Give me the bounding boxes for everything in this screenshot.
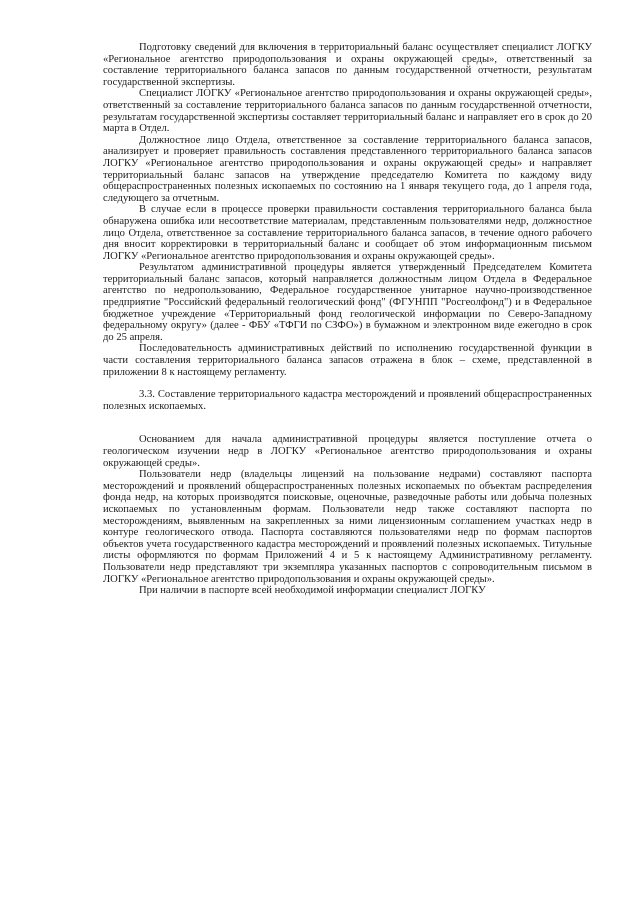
paragraph-procedure-basis: Основанием для начала административной процедуры является поступление отчета о геологическом изучении недр в ЛОГКУ «Региональное агентство природопользования и охраны окружающей среды». (103, 434, 592, 469)
paragraph-specialist-submission: Специалист ЛОГКУ «Региональное агентство природопользования и охраны окружающей среды», ответственный за составление территориального баланса запасов по данным государственной отчетности, результатам государственной экспертизы составляет территориальный баланс и направляет его в срок до 20 марта в Отдел. (103, 88, 592, 135)
document-page (103, 42, 592, 597)
paragraph-procedure-result: Результатом административной процедуры является утвержденный Председателем Комитета территориальный баланс запасов, который направляется должностным лицом Отдела в Федеральное агентство по недропользованию, Федеральное государственное унитарное научно-производственное предприятие "Российский федеральный геологический фонд" (ФГУНПП "Росгеолфонд") и в Федеральное бюджетное учреждение «Территориальный фонд геологической информации по Северо-Западному федеральному округу» (далее - ФБУ «ТФГИ по СЗФО») в бумажном и электронном виде ежегодно в срок до 25 апреля. (103, 262, 592, 343)
paragraph-balance-preparation: Подготовку сведений для включения в территориальный баланс осуществляет специалист ЛОГКУ «Региональное агентство природопользования и охраны окружающей среды», ответственный за составление территориального баланса запасов по данным государственной отчетности, результатам государственной экспертизы. (103, 42, 592, 88)
spacer (103, 412, 592, 434)
paragraph-error-correction: В случае если в процессе проверки правильности составления территориального баланса была обнаружена ошибка или несоответствие материалам, представленным пользователями недр, должностное лицо Отдела, ответственное за составление территориального баланса запасов, в течение одного рабочего дня вносит корректировки в территориальный баланс и сообщает об этом информационным письмом ЛОГКУ «Региональное агентство природопользования и охраны окружающей среды». (103, 204, 592, 262)
paragraph-subsoil-users-passports: Пользователи недр (владельцы лицензий на пользование недрами) составляют паспорта месторождений и проявлений общераспространенных полезных ископаемых по объектам распределения фонда недр, на которых производятся поисковые, оценочные, разведочные работы или добыча полезных ископаемых по установленным формам. Пользователи недр также составляют паспорта по месторождениям, выявленным на закрепленных за ними лицензионным соглашением участках недр в контуре геологического отвода. Паспорта составляются пользователями недр по формам паспортов объектов учета государственного кадастра месторождений и проявлений полезных ископаемых. Титульные листы оформляются по формам Приложений 4 и 5 к настоящему Административному регламенту. Пользователи недр представляют три экземпляра указанных паспортов с сопроводительным письмом в ЛОГКУ «Региональное агентство природопользования и охраны окружающей среды». (103, 469, 592, 585)
paragraph-passport-information: При наличии в паспорте всей необходимой информации специалист ЛОГКУ (139, 585, 486, 597)
section-heading-3-3: 3.3. Составление территориального кадастра месторождений и проявлений общераспространенных полезных ископаемых. (103, 389, 592, 412)
paragraph-official-review: Должностное лицо Отдела, ответственное за составление территориального баланса запасов, анализирует и проверяет правильность составления представленного территориального баланса запасов ЛОГКУ «Региональное агентство природопользования и охраны окружающей среды» и направляет территориальный баланс запасов на утверждение председателю Комитета по каждому виду общераспространенных полезных ископаемых по состоянию на 1 января текущего года, до 1 апреля года, следующего за отчетным. (103, 134, 592, 204)
spacer (103, 378, 592, 389)
paragraph-sequence-flowchart: Последовательность административных действий по исполнению государственной функции в части составления территориального баланса запасов отражена в блок – схеме, представленной в приложении 8 к настоящему регламенту. (103, 343, 592, 378)
